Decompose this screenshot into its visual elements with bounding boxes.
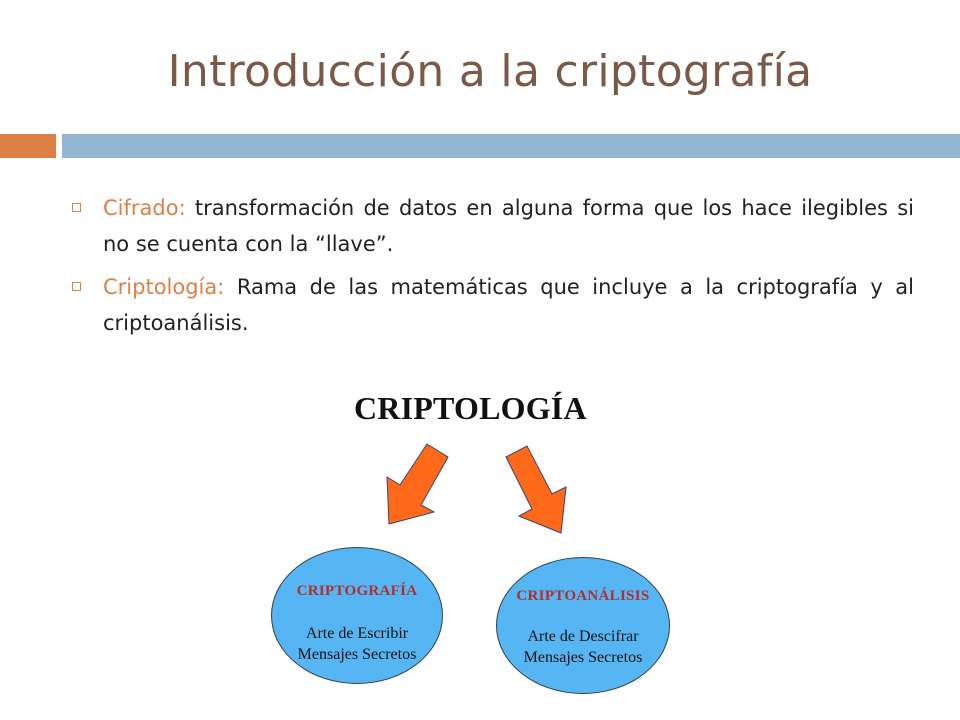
ellipse-title: CRIPTOANÁLISIS [516, 588, 650, 604]
bullet-text: transformación de datos en alguna forma que los hace ilegibles si no se cuenta con la “llave”. [103, 196, 914, 256]
ellipse-description [497, 626, 669, 668]
criptoanalisis-ellipse [496, 557, 670, 694]
arrow-down-right-icon [506, 446, 566, 533]
criptografia-ellipse [271, 547, 443, 684]
ellipse-line: Arte de Escribir [305, 625, 409, 642]
ellipse-line: Arte de Descifrar [527, 628, 639, 645]
ellipse-description [272, 623, 442, 665]
bullet-text: Rama de las matemáticas que incluye a la criptografía y al criptoanálisis. [103, 275, 914, 335]
bullet-term: Cifrado: [103, 196, 186, 220]
ellipse-line: Mensajes Secretos [523, 649, 643, 666]
bullet-term: Criptología: [103, 275, 225, 299]
ellipse-title: CRIPTOGRAFÍA [296, 583, 418, 599]
ellipse-line: Mensajes Secretos [297, 646, 417, 663]
diagram-heading: CRIPTOLOGÍA [354, 390, 587, 426]
arrow-down-left-icon [387, 444, 448, 524]
slide-title: Introducción a la criptografía [167, 46, 813, 97]
